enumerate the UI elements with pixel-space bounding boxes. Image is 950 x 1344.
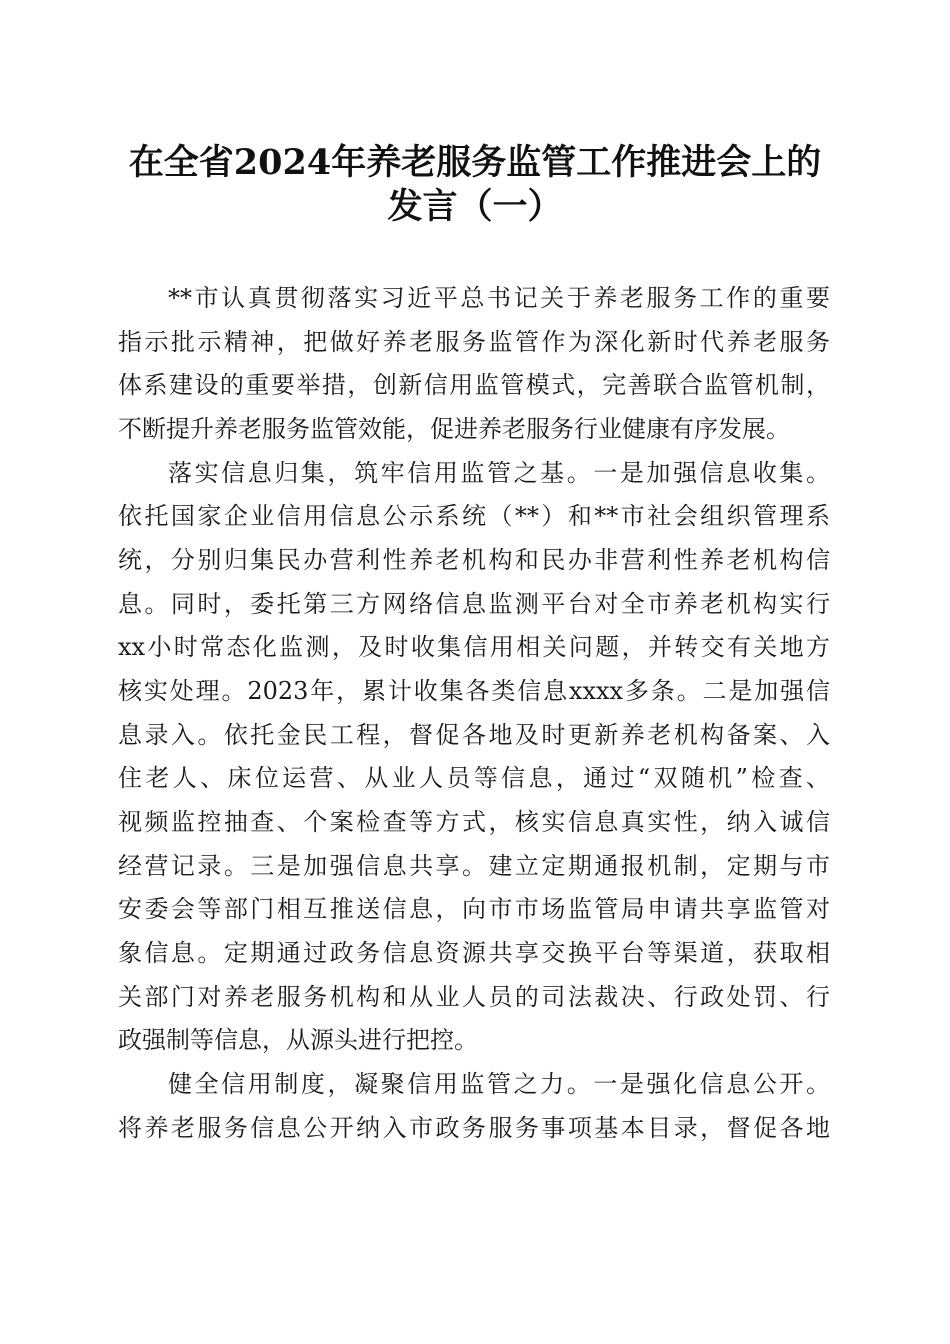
body-text-line: 政强制等信息，从源头进行把控。 <box>118 1026 478 1054</box>
body-text-line: 住老人、床位运营、从业人员等信息，通过“双随机”检查、 <box>118 764 830 792</box>
body-text-line: 视频监控抽查、个案检查等方式，核实信息真实性，纳入诚信 <box>118 808 830 836</box>
body-text-line: 核实处理。2023年，累计收集各类信息xxxx多条。二是加强信 <box>118 677 830 705</box>
body-text-line: 息录入。依托金民工程，督促各地及时更新养老机构备案、入 <box>118 721 830 749</box>
body-text-line: 统，分别归集民办营利性养老机构和民办非营利性养老机构信 <box>118 546 830 574</box>
body-text-line: 依托国家企业信用信息公示系统（**）和**市社会组织管理系 <box>118 502 830 530</box>
body-text-line: 关部门对养老服务机构和从业人员的司法裁决、行政处罚、行 <box>118 983 830 1011</box>
body-text-line: 安委会等部门相互推送信息，向市市场监管局申请共享监管对 <box>118 895 830 923</box>
body-text-line: 健全信用制度，凝聚信用监管之力。一是强化信息公开。 <box>168 1070 830 1098</box>
body-text-line: 将养老服务信息公开纳入市政务服务事项基本目录，督促各地 <box>118 1114 830 1142</box>
document-title-line-2: 发言（一） <box>387 186 563 227</box>
document-title-line-1: 在全省2024年养老服务监管工作推进会上的 <box>128 142 822 183</box>
body-text-line: 经营记录。三是加强信息共享。建立定期通报机制，定期与市 <box>118 852 830 880</box>
body-text-line: 指示批示精神，把做好养老服务监管作为深化新时代养老服务 <box>118 328 830 356</box>
body-text-line: xx小时常态化监测，及时收集信用相关问题，并转交有关地方 <box>118 633 830 661</box>
body-text-line: 不断提升养老服务监管效能，促进养老服务行业健康有序发展。 <box>118 415 790 443</box>
body-text-line: 落实信息归集，筑牢信用监管之基。一是加强信息收集。 <box>168 459 830 487</box>
body-text-line: 体系建设的重要举措，创新信用监管模式，完善联合监管机制， <box>118 371 830 399</box>
body-text-line: **市认真贯彻落实习近平总书记关于养老服务工作的重要 <box>168 284 830 312</box>
body-text-line: 息。同时，委托第三方网络信息监测平台对全市养老机构实行 <box>118 590 830 618</box>
body-text-line: 象信息。定期通过政务信息资源共享交换平台等渠道，获取相 <box>118 939 830 967</box>
